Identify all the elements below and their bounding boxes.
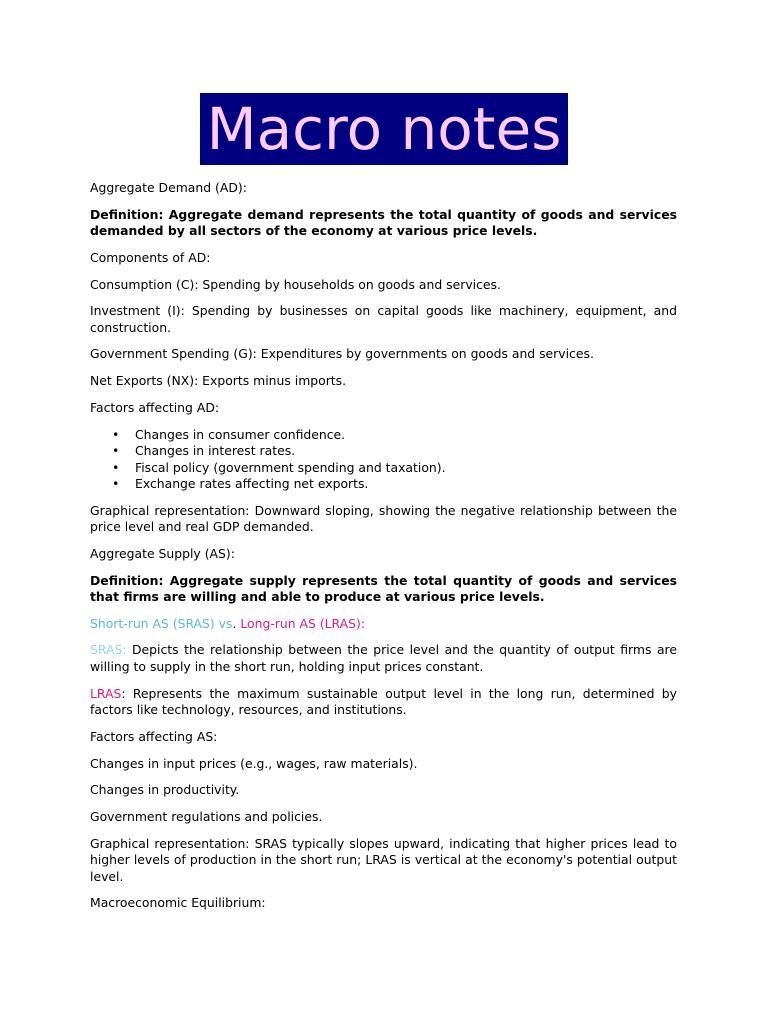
investment-item: Investment (I): Spending by businesses on capital goods like machinery, equipment, and construction. — [90, 303, 677, 335]
lras-heading-part: Long-run AS (LRAS): — [236, 615, 366, 631]
consumption-item: Consumption (C): Spending by households on goods and services. — [90, 276, 501, 292]
sras-vs-lras-heading — [90, 616, 677, 633]
lras-label: LRAS — [90, 685, 122, 701]
net-exports-item: Net Exports (NX): Exports minus imports. — [90, 373, 347, 389]
page-title: Macro notes — [206, 95, 562, 163]
ad-factors-list — [90, 427, 677, 493]
ad-definition: Definition: Aggregate demand represents the total quantity of goods and services demanded by all sectors of the economy at various price levels. — [90, 206, 677, 239]
government-item: Government Spending (G): Expenditures by governments on goods and services. — [90, 346, 594, 362]
list-item: • Fiscal policy (government spending and taxation). — [135, 460, 677, 477]
ad-heading: Aggregate Demand (AD): — [90, 180, 247, 195]
sras-description: Depicts the relationship between the price level and the quantity of output firms are willing to supply in the short run, holding input prices constant. — [90, 642, 677, 674]
lras-description: : Represents the maximum sustainable output level in the long run, determined by factors like technology, resources, and institutions. — [90, 685, 677, 718]
ad-factors-heading: Factors affecting AD: — [90, 399, 220, 415]
sras-paragraph — [90, 642, 677, 675]
ad-graph-text: Graphical representation: Downward sloping, showing the negative relationship between the price level and real GDP demanded. — [90, 502, 677, 535]
as-factors-heading: Factors affecting AS: — [90, 728, 218, 744]
list-item: • Changes in interest rates. — [135, 443, 677, 460]
lras-paragraph — [90, 686, 677, 719]
as-factor-input-prices: Changes in input prices (e.g., wages, raw materials). — [90, 755, 418, 771]
sras-label: SRAS: — [90, 642, 127, 658]
components-heading: Components of AD: — [90, 249, 211, 265]
equilibrium-heading: Macroeconomic Equilibrium: — [90, 895, 266, 911]
as-heading: Aggregate Supply (AS): — [90, 545, 235, 561]
as-factor-regulations: Government regulations and policies. — [90, 808, 323, 824]
as-graph-text: Graphical representation: SRAS typically slopes upward, indicating that higher prices lead to higher levels of production in the short run; LRAS is vertical at the economy's potential output level. — [90, 835, 677, 884]
list-item: • Changes in consumer confidence. — [135, 427, 677, 444]
list-item: • Exchange rates affecting net exports. — [135, 476, 677, 493]
sras-heading-part: Short-run AS (SRAS) vs — [90, 615, 233, 631]
heading-separator: . — [232, 615, 237, 631]
document-body — [90, 180, 677, 922]
as-definition: Definition: Aggregate supply represents the total quantity of goods and services that firms are willing and able to produce at various price levels. — [90, 572, 677, 605]
as-factor-productivity: Changes in productivity. — [90, 782, 240, 798]
title-banner — [200, 93, 568, 165]
